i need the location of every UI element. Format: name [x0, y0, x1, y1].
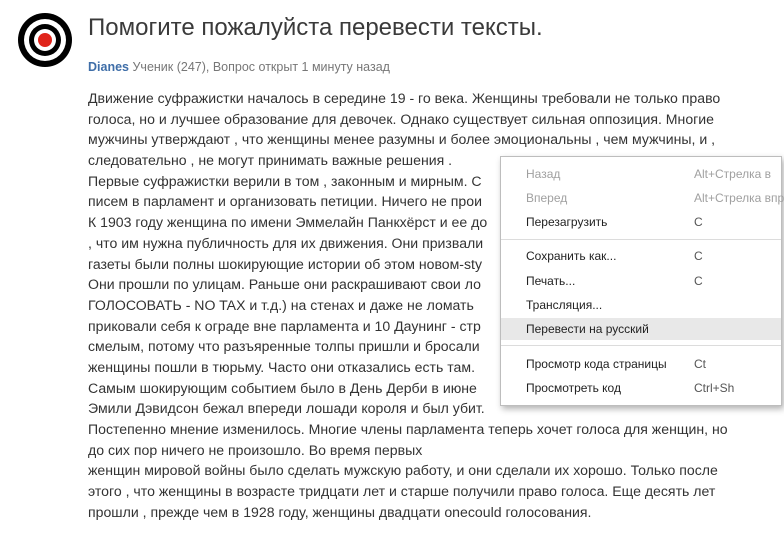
body-line: Постепенно мнение изменилось. Многие члены парламента теперь хочет голоса для женщин, но	[88, 421, 728, 437]
author-link[interactable]: Dianes	[88, 60, 129, 74]
body-line: приковали себя к ограде вне парламента и 10 Даунинг - стр	[88, 317, 481, 334]
body-line: женщины пошли в тюрьму. Часто они отказались есть там.	[88, 358, 475, 375]
menu-item-shortcut: C	[694, 215, 703, 229]
menu-item-label: Трансляция...	[526, 298, 603, 312]
menu-item-shortcut: Ct	[694, 357, 706, 371]
body-line: Эмили Дэвидсон бежал впереди лошади короля и был убит.	[88, 400, 485, 417]
menu-item-back[interactable]	[501, 163, 781, 185]
body-line: смелым, потому что разъяренные толпы пришли и бросали	[88, 338, 480, 355]
menu-item-label: Перезагрузить	[526, 215, 608, 229]
body-line: Движение суфражистки началось в середине 19 - го века. Женщины требовали не только право	[88, 90, 721, 106]
target-icon	[18, 13, 72, 67]
menu-item-label: Печать...	[526, 274, 576, 288]
body-line: писем в парламент и организовать петиции. Ничего не прои	[88, 193, 482, 210]
body-line: ГОЛОСОВАТЬ - NO TAX и т.д.) на стенах и даже не ломать	[88, 296, 474, 313]
menu-item-forward[interactable]	[501, 187, 784, 209]
menu-item-view-source[interactable]	[501, 353, 781, 375]
menu-item-label: Сохранить как...	[526, 249, 617, 263]
menu-item-inspect[interactable]	[501, 377, 781, 399]
body-line: следовательно , не могут принимать важные решения .	[88, 152, 453, 169]
body-line: этого , что женщины в возрасте тридцати лет и старше получили право голоса. Еще десять лет	[88, 483, 716, 500]
menu-separator	[501, 345, 781, 346]
author-meta: Ученик (247), Вопрос открыт 1 минуту назад	[132, 60, 390, 74]
avatar[interactable]	[18, 13, 72, 67]
body-line: , что им нужна публичность для их движения. Они призвали	[88, 234, 484, 251]
menu-item-label: Просмотреть код	[526, 381, 621, 395]
body-line: голоса, но и лучшее образование для девочек. Однако существует сильная оппозиция. Многие	[88, 110, 715, 127]
question-meta	[88, 60, 390, 74]
body-line: до сих пор ничего не произошло. Во время первых	[88, 441, 423, 458]
menu-item-label: Перевести на русский	[526, 322, 649, 336]
question-title: Помогите пожалуйста перевести тексты.	[88, 14, 543, 41]
menu-item-label: Назад	[526, 167, 561, 181]
body-line: мужчины утверждают , что женщины менее разумны и более эмоциональны , чем мужчины, и ,	[88, 131, 716, 148]
body-line: Самым шокирующим событием было в День Дерби в июне	[88, 379, 477, 396]
body-line: Они прошли по улицам. Раньше они раскрашивают свои ло	[88, 276, 481, 293]
menu-item-label: Вперед	[526, 191, 568, 205]
menu-item-reload[interactable]	[501, 211, 781, 233]
body-line: Первые суфражистки верили в том , законным и мирным. С	[88, 172, 482, 189]
menu-item-shortcut: Ctrl+Sh	[694, 381, 735, 395]
menu-item-cast[interactable]	[501, 294, 781, 316]
body-line: женщин мировой войны было сделать мужскую работу, и они сделали их хорошо. Только после	[88, 462, 718, 479]
body-line: газеты были полны шокирующие истории об этом новом-sty	[88, 255, 482, 272]
menu-item-shortcut: Alt+Стрелка впр	[694, 191, 784, 205]
body-line: прошли , прежде чем в 1928 году, женщины двадцати onecould голосования.	[88, 503, 592, 520]
menu-item-print[interactable]	[501, 270, 781, 292]
menu-separator	[501, 239, 781, 240]
menu-item-label: Просмотр кода страницы	[526, 357, 667, 371]
menu-item-shortcut: C	[694, 274, 703, 288]
menu-item-shortcut: C	[694, 249, 703, 263]
menu-item-translate[interactable]	[501, 318, 781, 340]
menu-item-save-as[interactable]	[501, 245, 781, 267]
menu-item-shortcut: Alt+Стрелка в	[694, 167, 772, 181]
body-line: К 1903 году женщина по имени Эммелайн Панкхёрст и ее до	[88, 214, 488, 231]
context-menu	[500, 156, 782, 406]
